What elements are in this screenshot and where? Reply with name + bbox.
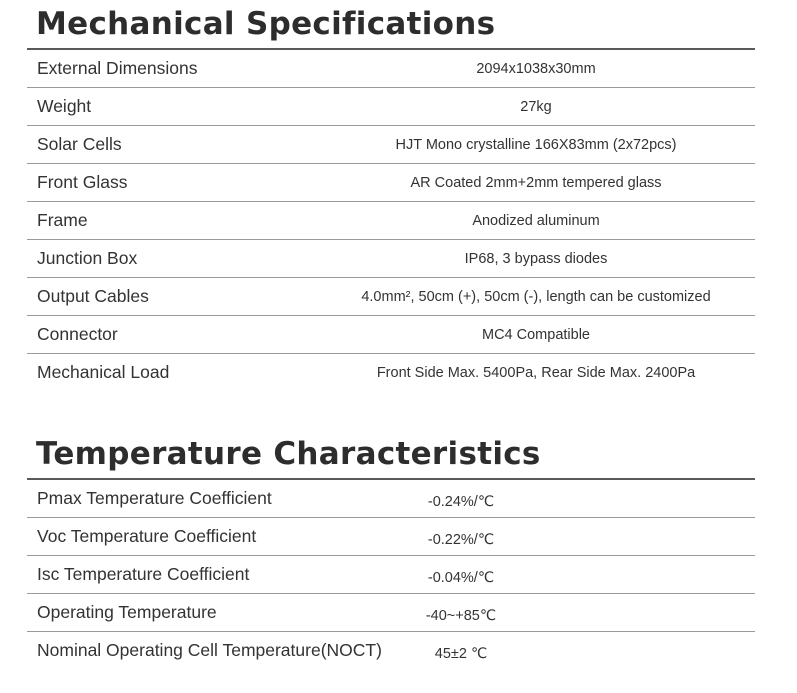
spec-value: IP68, 3 bypass diodes — [464, 250, 608, 267]
spec-label: Mechanical Load — [37, 362, 170, 382]
temp-row-pmax-coefficient — [27, 480, 755, 518]
temp-value: -0.24%/℃ — [427, 493, 495, 510]
temperature-characteristics-section — [27, 434, 755, 669]
temp-value: -40~+85℃ — [425, 607, 497, 624]
spec-row-frame — [27, 202, 755, 240]
spec-value: 2094x1038x30mm — [476, 60, 596, 77]
spec-row-connector — [27, 316, 755, 354]
temp-row-voc-coefficient — [27, 518, 755, 556]
temp-label: Voc Temperature Coefficient — [37, 526, 257, 546]
temp-row-noct — [27, 632, 755, 669]
spec-label: Front Glass — [37, 172, 128, 192]
temp-value: -0.22%/℃ — [427, 531, 495, 548]
temp-row-operating-temperature — [27, 594, 755, 632]
temp-label: Nominal Operating Cell Temperature(NOCT) — [37, 640, 382, 660]
spec-row-solar-cells — [27, 126, 755, 164]
spec-label: Junction Box — [37, 248, 138, 268]
spec-row-mechanical-load — [27, 354, 755, 391]
spec-value: Anodized aluminum — [472, 212, 600, 229]
spec-label: Frame — [37, 210, 88, 230]
spec-row-output-cables — [27, 278, 755, 316]
spec-value: AR Coated 2mm+2mm tempered glass — [410, 174, 662, 191]
temp-value: -0.04%/℃ — [427, 569, 495, 586]
spec-row-weight — [27, 88, 755, 126]
spec-label: External Dimensions — [37, 58, 198, 78]
temp-label: Isc Temperature Coefficient — [37, 564, 250, 584]
temp-value: 45±2 ℃ — [434, 645, 488, 662]
spec-value: 27kg — [520, 98, 552, 115]
spec-value: MC4 Compatible — [482, 326, 590, 343]
temperature-characteristics-title: Temperature Characteristics — [36, 436, 541, 472]
temp-row-isc-coefficient — [27, 556, 755, 594]
spec-label: Weight — [37, 96, 92, 116]
spec-row-external-dimensions — [27, 50, 755, 88]
spec-label: Connector — [37, 324, 118, 344]
temp-label: Operating Temperature — [37, 602, 217, 622]
temp-label: Pmax Temperature Coefficient — [37, 488, 272, 508]
spec-value: HJT Mono crystalline 166X83mm (2x72pcs) — [395, 136, 677, 153]
spec-row-front-glass — [27, 164, 755, 202]
mechanical-specifications-title: Mechanical Specifications — [36, 6, 496, 42]
spec-row-junction-box — [27, 240, 755, 278]
spec-value: Front Side Max. 5400Pa, Rear Side Max. 2400Pa — [376, 364, 696, 381]
spec-label: Solar Cells — [37, 134, 122, 154]
mechanical-specifications-section — [27, 4, 755, 391]
spec-label: Output Cables — [37, 286, 149, 306]
spec-value: 4.0mm², 50cm (+), 50cm (-), length can be customized — [361, 288, 711, 305]
